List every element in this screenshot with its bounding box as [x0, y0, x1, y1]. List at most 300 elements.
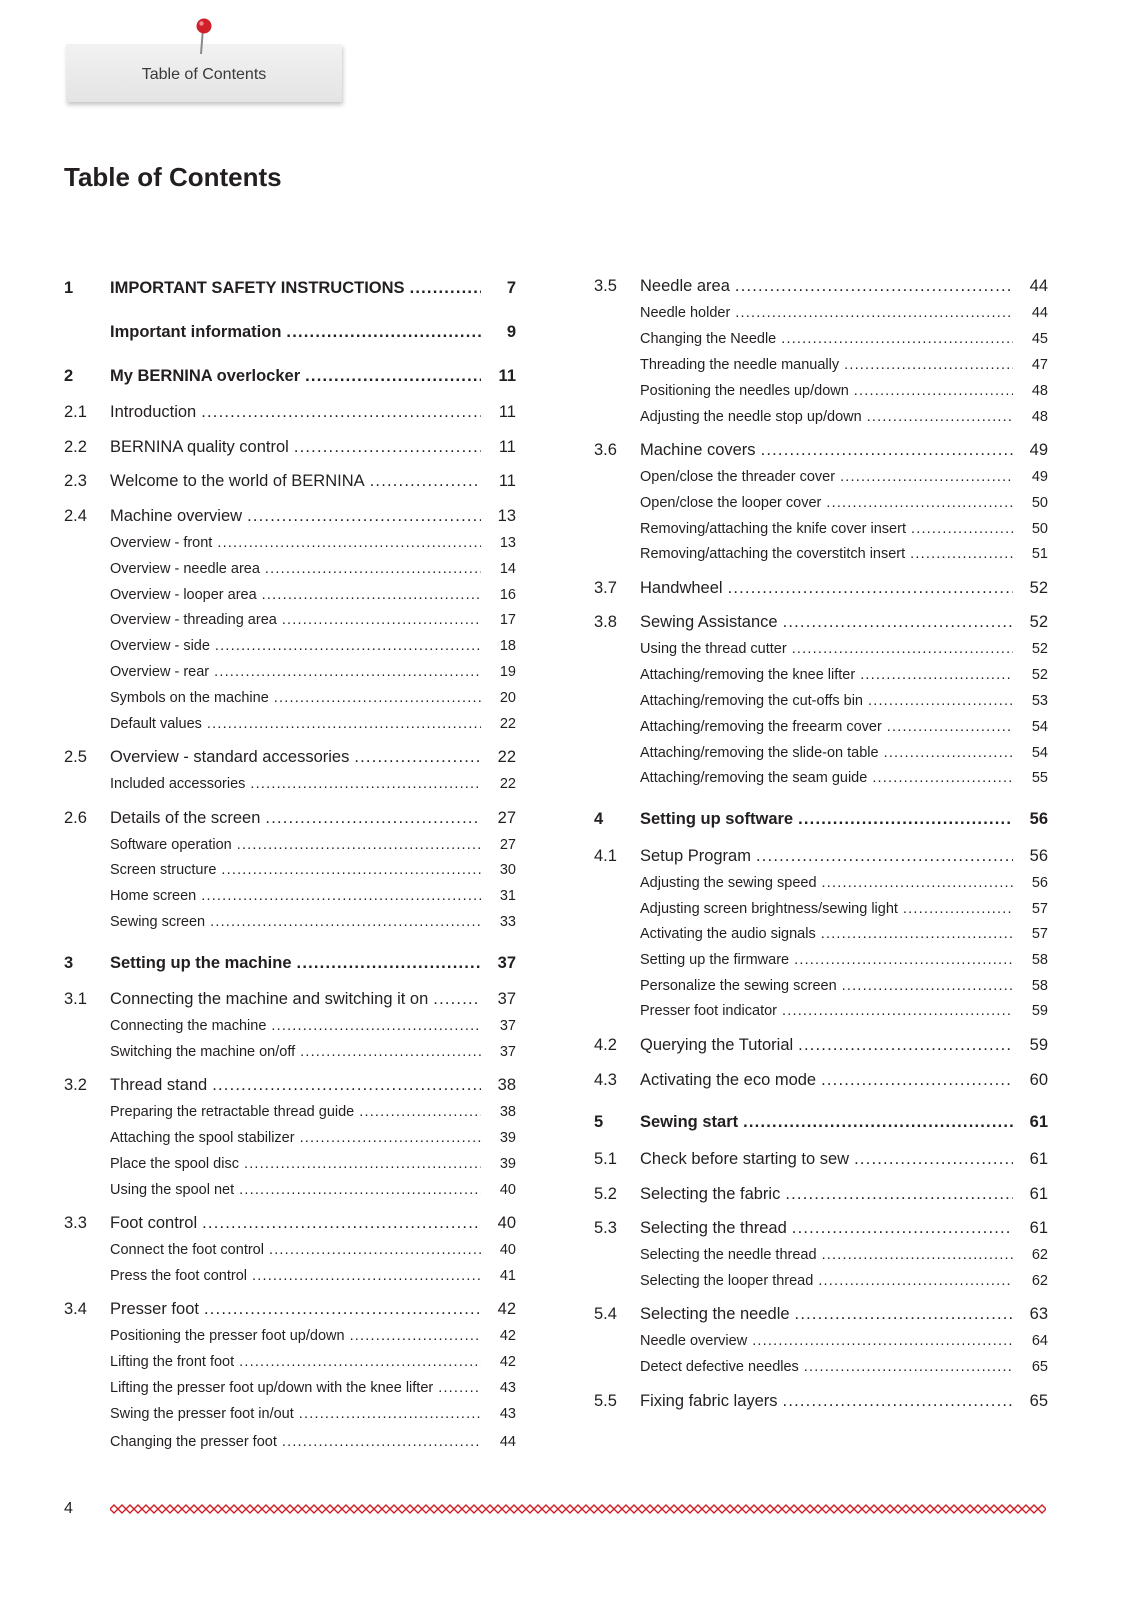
- toc-entry-number: 5.4: [594, 1305, 617, 1323]
- toc-entry-page: 30: [499, 862, 516, 878]
- toc-dot-leader: [354, 748, 481, 767]
- toc-entry-number: 2: [64, 367, 74, 385]
- toc-entry-page: 27: [497, 809, 516, 827]
- toc-dot-leader: [359, 1104, 481, 1120]
- toc-entry[interactable]: [594, 1113, 1048, 1135]
- toc-entry[interactable]: [64, 1214, 516, 1236]
- toc-dot-leader: [728, 579, 1013, 598]
- toc-entry-page: 9: [506, 323, 516, 341]
- toc-entry[interactable]: [594, 1247, 1048, 1269]
- toc-entry[interactable]: [64, 888, 516, 910]
- toc-entry-page: 41: [499, 1268, 516, 1284]
- toc-dot-leader: [274, 690, 481, 706]
- toc-dot-leader: [210, 914, 481, 930]
- toc-entry-page: 37: [499, 1018, 516, 1034]
- toc-entry[interactable]: [594, 875, 1048, 897]
- toc-entry[interactable]: [64, 809, 516, 831]
- toc-entry-title: Open/close the threader cover: [640, 469, 836, 485]
- toc-entry[interactable]: [594, 1036, 1048, 1058]
- toc-entry[interactable]: [594, 495, 1048, 517]
- toc-dot-leader: [782, 1003, 1013, 1019]
- toc-dot-leader: [271, 1018, 481, 1034]
- toc-entry[interactable]: [594, 277, 1048, 299]
- toc-entry-title: Thread stand: [110, 1076, 208, 1094]
- toc-entry-page: 11: [498, 438, 516, 456]
- toc-entry-title: Positioning the needles up/down: [640, 383, 849, 399]
- toc-entry-page: 63: [1029, 1305, 1048, 1323]
- toc-entry-page: 22: [499, 716, 516, 732]
- toc-dot-leader: [854, 1150, 1013, 1169]
- toc-entry[interactable]: [64, 1354, 516, 1376]
- toc-entry-page: 54: [1031, 745, 1048, 761]
- toc-dot-leader: [735, 305, 1013, 321]
- toc-entry-page: 57: [1031, 926, 1048, 942]
- toc-entry-title: Connecting the machine: [110, 1018, 267, 1034]
- toc-entry-page: 18: [499, 638, 516, 654]
- toc-dot-leader: [207, 716, 481, 732]
- toc-entry[interactable]: [594, 1150, 1048, 1172]
- toc-entry-title: Changing the presser foot: [110, 1434, 277, 1450]
- toc-entry-page: 37: [499, 1044, 516, 1060]
- toc-entry-number: 3.1: [64, 990, 87, 1008]
- toc-dot-leader: [840, 469, 1013, 485]
- toc-entry-page: 43: [499, 1380, 516, 1396]
- toc-entry[interactable]: [594, 331, 1048, 353]
- toc-entry-page: 47: [1031, 357, 1048, 373]
- toc-entry[interactable]: [594, 1219, 1048, 1241]
- toc-entry[interactable]: [594, 521, 1048, 543]
- toc-entry[interactable]: [64, 1380, 516, 1402]
- toc-entry-number: 3.7: [594, 579, 617, 597]
- toc-entry-title: Needle holder: [640, 305, 731, 321]
- toc-entry[interactable]: [64, 664, 516, 686]
- toc-entry-page: 55: [1031, 770, 1048, 786]
- toc-entry-page: 49: [1031, 469, 1048, 485]
- toc-entry-title: My BERNINA overlocker: [110, 367, 301, 385]
- toc-entry-title: Machine covers: [640, 441, 756, 459]
- toc-dot-leader: [785, 1185, 1013, 1204]
- toc-entry-page: 44: [1031, 305, 1048, 321]
- toc-entry-title: Activating the audio signals: [640, 926, 816, 942]
- toc-dot-leader: [201, 888, 481, 904]
- toc-entry[interactable]: [594, 1185, 1048, 1207]
- toc-entry-number: 4: [594, 810, 604, 828]
- toc-entry[interactable]: [594, 641, 1048, 663]
- toc-entry-title: Setting up the machine: [110, 954, 292, 972]
- toc-entry[interactable]: [64, 1268, 516, 1290]
- toc-entry-page: 40: [499, 1182, 516, 1198]
- toc-entry-title: Attaching the spool stabilizer: [110, 1130, 295, 1146]
- toc-dot-leader: [247, 507, 481, 526]
- toc-entry-title: Included accessories: [110, 776, 246, 792]
- toc-entry-title: Selecting the thread: [640, 1219, 787, 1237]
- toc-dot-leader: [237, 837, 481, 853]
- toc-entry-page: 61: [1029, 1185, 1048, 1203]
- toc-entry-title: Switching the machine on/off: [110, 1044, 296, 1060]
- toc-dot-leader: [217, 535, 481, 551]
- toc-entry-page: 13: [497, 507, 516, 525]
- toc-entry-title: Overview - side: [110, 638, 210, 654]
- page-number: 4: [64, 1500, 73, 1517]
- toc-entry-page: 20: [499, 690, 516, 706]
- toc-entry[interactable]: [64, 472, 516, 494]
- toc-entry-title: Lifting the presser foot up/down with the knee lifter: [110, 1380, 434, 1396]
- toc-dot-leader: [887, 719, 1013, 735]
- toc-entry-number: 2.2: [64, 438, 87, 456]
- toc-entry[interactable]: [64, 716, 516, 738]
- toc-entry-page: 58: [1031, 978, 1048, 994]
- toc-dot-leader: [202, 1214, 481, 1233]
- toc-dot-leader: [239, 1354, 481, 1370]
- toc-entry[interactable]: [64, 748, 516, 770]
- toc-dot-leader: [783, 1392, 1013, 1411]
- toc-entry-number: 2.4: [64, 507, 87, 525]
- toc-entry[interactable]: [594, 546, 1048, 568]
- toc-entry[interactable]: [594, 441, 1048, 463]
- toc-entry-page: 52: [1029, 613, 1048, 631]
- toc-entry[interactable]: [64, 1044, 516, 1066]
- toc-entry[interactable]: [64, 990, 516, 1012]
- toc-entry-page: 33: [499, 914, 516, 930]
- toc-entry-number: 5.5: [594, 1392, 617, 1410]
- toc-dot-leader: [269, 1242, 481, 1258]
- toc-entry[interactable]: [64, 1076, 516, 1098]
- toc-entry-page: 7: [506, 279, 516, 297]
- toc-entry-page: 38: [497, 1076, 516, 1094]
- toc-entry[interactable]: [594, 745, 1048, 767]
- toc-entry[interactable]: [594, 305, 1048, 327]
- toc-entry[interactable]: [594, 810, 1048, 832]
- toc-entry-page: 52: [1031, 667, 1048, 683]
- toc-entry[interactable]: [64, 954, 516, 976]
- toc-dot-leader: [410, 279, 481, 298]
- toc-entry-title: Home screen: [110, 888, 197, 904]
- toc-dot-leader: [842, 978, 1013, 994]
- toc-entry[interactable]: [594, 1003, 1048, 1025]
- toc-entry-title: Open/close the looper cover: [640, 495, 822, 511]
- toc-entry-page: 40: [499, 1242, 516, 1258]
- toc-entry-number: 3.2: [64, 1076, 87, 1094]
- toc-dot-leader: [903, 901, 1013, 917]
- toc-dot-leader: [305, 367, 481, 386]
- toc-entry-page: 11: [498, 403, 516, 421]
- toc-entry-page: 39: [499, 1130, 516, 1146]
- toc-entry[interactable]: [594, 926, 1048, 948]
- toc-entry[interactable]: [594, 1392, 1048, 1414]
- toc-entry[interactable]: [64, 1328, 516, 1350]
- toc-entry-title: Changing the Needle: [640, 331, 777, 347]
- toc-entry[interactable]: [64, 862, 516, 884]
- toc-entry[interactable]: [64, 587, 516, 609]
- toc-dot-leader: [438, 1380, 481, 1396]
- toc-entry-page: 11: [498, 367, 516, 385]
- toc-entry[interactable]: [594, 1273, 1048, 1295]
- page-title: Table of Contents: [64, 162, 282, 192]
- pushpin-icon: [190, 16, 220, 58]
- toc-dot-leader: [239, 1182, 481, 1198]
- toc-entry-page: 53: [1031, 693, 1048, 709]
- toc-dot-leader: [300, 1130, 481, 1146]
- toc-entry-title: Place the spool disc: [110, 1156, 239, 1172]
- toc-entry-page: 51: [1031, 546, 1048, 562]
- toc-entry[interactable]: [64, 638, 516, 660]
- toc-entry-page: 52: [1031, 641, 1048, 657]
- toc-entry-title: Overview - looper area: [110, 587, 257, 603]
- toc-entry-page: 61: [1029, 1113, 1048, 1131]
- toc-dot-leader: [212, 1076, 481, 1095]
- zigzag-rule: [110, 1502, 1046, 1516]
- toc-entry-title: Overview - front: [110, 535, 213, 551]
- toc-entry-title: Setting up software: [640, 810, 794, 828]
- toc-dot-leader: [884, 745, 1013, 761]
- toc-entry-title: Attaching/removing the seam guide: [640, 770, 868, 786]
- toc-entry-title: Introduction: [110, 403, 197, 421]
- toc-entry-number: 3.5: [594, 277, 617, 295]
- toc-dot-leader: [215, 638, 481, 654]
- toc-entry-title: Default values: [110, 716, 202, 732]
- toc-entry[interactable]: [64, 776, 516, 798]
- toc-entry[interactable]: [594, 1305, 1048, 1327]
- toc-dot-leader: [250, 776, 481, 792]
- toc-entry-page: 48: [1031, 409, 1048, 425]
- toc-entry-page: 50: [1031, 495, 1048, 511]
- toc-entry-page: 65: [1031, 1359, 1048, 1375]
- toc-entry[interactable]: [64, 1434, 516, 1456]
- toc-entry-page: 61: [1029, 1150, 1048, 1168]
- toc-entry-number: 3.3: [64, 1214, 87, 1232]
- toc-entry-number: 4.1: [594, 847, 617, 865]
- toc-entry-title: Adjusting screen brightness/sewing light: [640, 901, 898, 917]
- toc-dot-leader: [818, 1273, 1013, 1289]
- toc-entry-page: 61: [1029, 1219, 1048, 1237]
- toc-dot-leader: [204, 1300, 481, 1319]
- toc-entry[interactable]: [594, 1333, 1048, 1355]
- toc-dot-leader: [433, 990, 481, 1009]
- toc-dot-leader: [265, 809, 481, 828]
- toc-entry[interactable]: [594, 952, 1048, 974]
- toc-entry-number: 4.2: [594, 1036, 617, 1054]
- toc-entry[interactable]: [594, 613, 1048, 635]
- toc-entry-page: 39: [499, 1156, 516, 1172]
- toc-entry-title: Overview - rear: [110, 664, 210, 680]
- toc-entry[interactable]: [594, 1071, 1048, 1093]
- toc-dot-leader: [214, 664, 481, 680]
- toc-dot-leader: [804, 1359, 1013, 1375]
- toc-entry[interactable]: [594, 409, 1048, 431]
- toc-entry-page: 48: [1031, 383, 1048, 399]
- toc-entry-number: 2.6: [64, 809, 87, 827]
- toc-entry-title: Foot control: [110, 1214, 198, 1232]
- toc-entry-page: 54: [1031, 719, 1048, 735]
- toc-entry[interactable]: [64, 1242, 516, 1264]
- toc-entry-page: 57: [1031, 901, 1048, 917]
- toc-entry[interactable]: [594, 847, 1048, 869]
- toc-dot-leader: [868, 693, 1013, 709]
- toc-entry-title: Removing/attaching the coverstitch insert: [640, 546, 906, 562]
- toc-entry[interactable]: [64, 535, 516, 557]
- toc-entry-number: 5.2: [594, 1185, 617, 1203]
- toc-dot-leader: [867, 409, 1013, 425]
- toc-entry-title: Connecting the machine and switching it on: [110, 990, 429, 1008]
- toc-entry-page: 52: [1029, 579, 1048, 597]
- toc-dot-leader: [822, 1247, 1013, 1263]
- toc-entry[interactable]: [64, 403, 516, 425]
- toc-entry-title: Preparing the retractable thread guide: [110, 1104, 355, 1120]
- toc-dot-leader: [221, 862, 481, 878]
- toc-entry-number: 5.1: [594, 1150, 617, 1168]
- toc-entry-page: 59: [1029, 1036, 1048, 1054]
- toc-entry-title: Important information: [110, 323, 282, 341]
- toc-dot-leader: [910, 546, 1013, 562]
- toc-entry[interactable]: [594, 693, 1048, 715]
- toc-entry-page: 37: [497, 990, 516, 1008]
- toc-entry[interactable]: [64, 323, 516, 345]
- toc-dot-leader: [282, 612, 481, 628]
- toc-entry-title: Presser foot: [110, 1300, 199, 1318]
- toc-entry[interactable]: [64, 1300, 516, 1322]
- toc-entry-title: Using the spool net: [110, 1182, 235, 1198]
- toc-dot-leader: [286, 323, 481, 342]
- toc-entry[interactable]: [64, 1182, 516, 1204]
- toc-entry-title: Adjusting the sewing speed: [640, 875, 817, 891]
- toc-entry-page: 56: [1029, 847, 1048, 865]
- toc-entry-page: 38: [499, 1104, 516, 1120]
- header-tab-label: Table of Contents: [141, 66, 267, 83]
- toc-entry-title: Selecting the needle: [640, 1305, 790, 1323]
- toc-entry-page: 49: [1029, 441, 1048, 459]
- toc-entry-title: Overview - threading area: [110, 612, 277, 628]
- toc-entry-title: Needle overview: [640, 1333, 748, 1349]
- toc-dot-leader: [294, 438, 481, 457]
- toc-entry-title: Personalize the sewing screen: [640, 978, 837, 994]
- toc-entry[interactable]: [594, 1359, 1048, 1381]
- toc-entry-page: 19: [499, 664, 516, 680]
- toc-entry-page: 59: [1031, 1003, 1048, 1019]
- toc-entry-title: Attaching/removing the cut-offs bin: [640, 693, 863, 709]
- toc-dot-leader: [792, 1219, 1013, 1238]
- toc-dot-leader: [761, 441, 1013, 460]
- toc-entry-title: Software operation: [110, 837, 232, 853]
- toc-entry[interactable]: [64, 914, 516, 936]
- toc-entry-number: 3.6: [594, 441, 617, 459]
- toc-entry-title: Setup Program: [640, 847, 751, 865]
- toc-entry-title: Sewing start: [640, 1113, 739, 1131]
- toc-dot-leader: [299, 1406, 481, 1422]
- toc-dot-leader: [752, 1333, 1013, 1349]
- toc-dot-leader: [798, 1036, 1013, 1055]
- toc-dot-leader: [872, 770, 1013, 786]
- toc-entry-page: 11: [498, 472, 516, 490]
- toc-entry-page: 56: [1029, 810, 1048, 828]
- toc-dot-leader: [826, 495, 1013, 511]
- toc-entry-page: 42: [497, 1300, 516, 1318]
- toc-entry[interactable]: [64, 367, 516, 389]
- toc-entry-title: Selecting the needle thread: [640, 1247, 817, 1263]
- toc-entry-title: Machine overview: [110, 507, 243, 525]
- toc-entry-page: 13: [499, 535, 516, 551]
- toc-dot-leader: [821, 1071, 1013, 1090]
- toc-entry[interactable]: [594, 383, 1048, 405]
- toc-entry-page: 62: [1031, 1247, 1048, 1263]
- toc-entry[interactable]: [64, 1156, 516, 1178]
- toc-entry-title: Removing/attaching the knife cover insert: [640, 521, 906, 537]
- toc-entry-title: Selecting the looper thread: [640, 1273, 814, 1289]
- toc-dot-leader: [265, 561, 481, 577]
- toc-dot-leader: [350, 1328, 481, 1344]
- toc-entry-title: Setting up the firmware: [640, 952, 790, 968]
- toc-entry-number: 3.4: [64, 1300, 87, 1318]
- toc-dot-leader: [798, 810, 1013, 829]
- toc-entry[interactable]: [64, 612, 516, 634]
- toc-dot-leader: [854, 383, 1013, 399]
- toc-entry[interactable]: [64, 837, 516, 859]
- toc-entry[interactable]: [64, 690, 516, 712]
- toc-entry[interactable]: [594, 667, 1048, 689]
- toc-entry[interactable]: [64, 1130, 516, 1152]
- toc-entry-title: Selecting the fabric: [640, 1185, 781, 1203]
- toc-entry-number: 2.3: [64, 472, 87, 490]
- toc-entry-title: Using the thread cutter: [640, 641, 787, 657]
- toc-entry-title: Activating the eco mode: [640, 1071, 817, 1089]
- toc-dot-leader: [262, 587, 481, 603]
- toc-entry[interactable]: [64, 507, 516, 529]
- toc-entry[interactable]: [594, 469, 1048, 491]
- toc-dot-leader: [860, 667, 1013, 683]
- toc-entry[interactable]: [64, 1104, 516, 1126]
- toc-entry-title: Sewing Assistance: [640, 613, 778, 631]
- toc-entry-page: 62: [1031, 1273, 1048, 1289]
- toc-entry-title: Handwheel: [640, 579, 723, 597]
- toc-entry-number: 5.3: [594, 1219, 617, 1237]
- toc-entry-title: Welcome to the world of BERNINA: [110, 472, 365, 490]
- toc-entry[interactable]: [594, 357, 1048, 379]
- toc-dot-leader: [794, 952, 1013, 968]
- toc-entry-title: Lifting the front foot: [110, 1354, 235, 1370]
- toc-entry-number: 3.8: [594, 613, 617, 631]
- toc-entry[interactable]: [64, 1018, 516, 1040]
- toc-entry-page: 58: [1031, 952, 1048, 968]
- toc-entry-title: IMPORTANT SAFETY INSTRUCTIONS: [110, 279, 405, 297]
- toc-entry[interactable]: [64, 438, 516, 460]
- toc-entry-title: Overview - standard accessories: [110, 748, 350, 766]
- toc-entry-title: Positioning the presser foot up/down: [110, 1328, 345, 1344]
- toc-entry-title: Needle area: [640, 277, 730, 295]
- toc-entry-page: 27: [499, 837, 516, 853]
- toc-entry[interactable]: [594, 579, 1048, 601]
- toc-entry[interactable]: [64, 1406, 516, 1428]
- toc-entry[interactable]: [64, 561, 516, 583]
- toc-entry-number: 5: [594, 1113, 604, 1131]
- toc-entry-page: 40: [497, 1214, 516, 1232]
- toc-entry-title: Querying the Tutorial: [640, 1036, 794, 1054]
- toc-entry[interactable]: [594, 770, 1048, 792]
- toc-entry-number: 3: [64, 954, 74, 972]
- toc-entry[interactable]: [64, 279, 516, 301]
- toc-entry-title: Presser foot indicator: [640, 1003, 778, 1019]
- toc-dot-leader: [822, 875, 1013, 891]
- toc-entry-title: Check before starting to sew: [640, 1150, 850, 1168]
- toc-entry-page: 50: [1031, 521, 1048, 537]
- toc-entry-page: 22: [499, 776, 516, 792]
- toc-entry[interactable]: [594, 719, 1048, 741]
- toc-entry[interactable]: [594, 901, 1048, 923]
- toc-entry-page: 56: [1031, 875, 1048, 891]
- toc-entry[interactable]: [594, 978, 1048, 1000]
- toc-dot-leader: [244, 1156, 481, 1172]
- toc-entry-title: BERNINA quality control: [110, 438, 289, 456]
- toc-entry-page: 16: [499, 587, 516, 603]
- toc-dot-leader: [792, 641, 1013, 657]
